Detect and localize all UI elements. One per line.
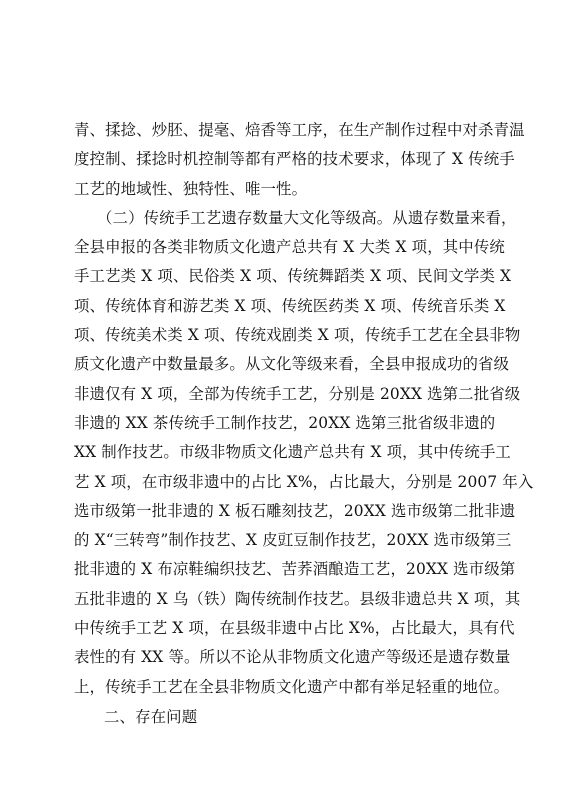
text-line: 质文化遗产中数量最多。从文化等级来看，全县申报成功的省级 [74,355,510,374]
paragraph-section-2 [74,204,534,702]
text-line: 度控制、揉捻时机控制等都有严格的技术要求，体现了 X 传统手 [74,150,515,169]
text-line: （二）传统手工艺遗存数量大文化等级高。从遗存数量来看， [97,208,517,227]
text-line: 批非遗的 X 布凉鞋编织技艺、苦荞酒酿造工艺，20XX 选市级第 [74,560,516,579]
text-line: 表性的有 XX 等。所以不论从非物质文化遗产等级还是遗存数量 [74,648,511,667]
text-line: XX 制作技艺。市级非物质文化遗产总共有 X 项，其中传统手工 [74,443,511,462]
text-line: 非遗的 XX 茶传统手工制作技艺，20XX 选第三批省级非遗的 [74,413,496,432]
text-line: 五批非遗的 X 乌（铁）陶传统制作技艺。县级非遗总共 X 项，其 [74,589,521,608]
paragraph-intro-continuation [74,116,525,204]
text-line: 上，传统手工艺在全县非物质文化遗产中都有举足轻重的地位。 [74,677,510,696]
text-line: 全县申报的各类非物质文化遗产总共有 X 大类 X 项，其中传统 [74,238,505,257]
text-line: 青、揉捻、炒胚、提毫、焙香等工序，在生产制作过程中对杀青温 [74,121,525,139]
text-line: 选市级第一批非遗的 X 板石雕刻技艺，20XX 选市级第二批非遗 [74,501,516,520]
text-line: 工艺的地域性、独特性、唯一性。 [74,179,308,198]
text-line: 中传统手工艺 X 项，在县级非遗中占比 X%，占比最大，具有代 [74,619,515,638]
text-line: 项、传统体育和游艺类 X 项、传统医药类 X 项、传统音乐类 X [74,296,506,315]
text-line: 项、传统美术类 X 项、传统戏剧类 X 项，传统手工艺在全县非物 [74,326,521,345]
text-line: 艺 X 项，在市级非遗中的占比 X%，占比最大，分别是 2007 年入 [74,472,534,491]
section-heading: 二、存在问题 [104,707,198,726]
document-body [74,116,534,732]
text-line: 手工艺类 X 项、民俗类 X 项、传统舞蹈类 X 项、民间文学类 X [74,267,512,286]
text-line: 非遗仅有 X 项，全部为传统手工艺，分别是 20XX 选第二批省级 [74,384,521,403]
text-line: 的 X“三转弯”制作技艺、X 皮豇豆制作技艺，20XX 选市级第三 [74,531,512,550]
